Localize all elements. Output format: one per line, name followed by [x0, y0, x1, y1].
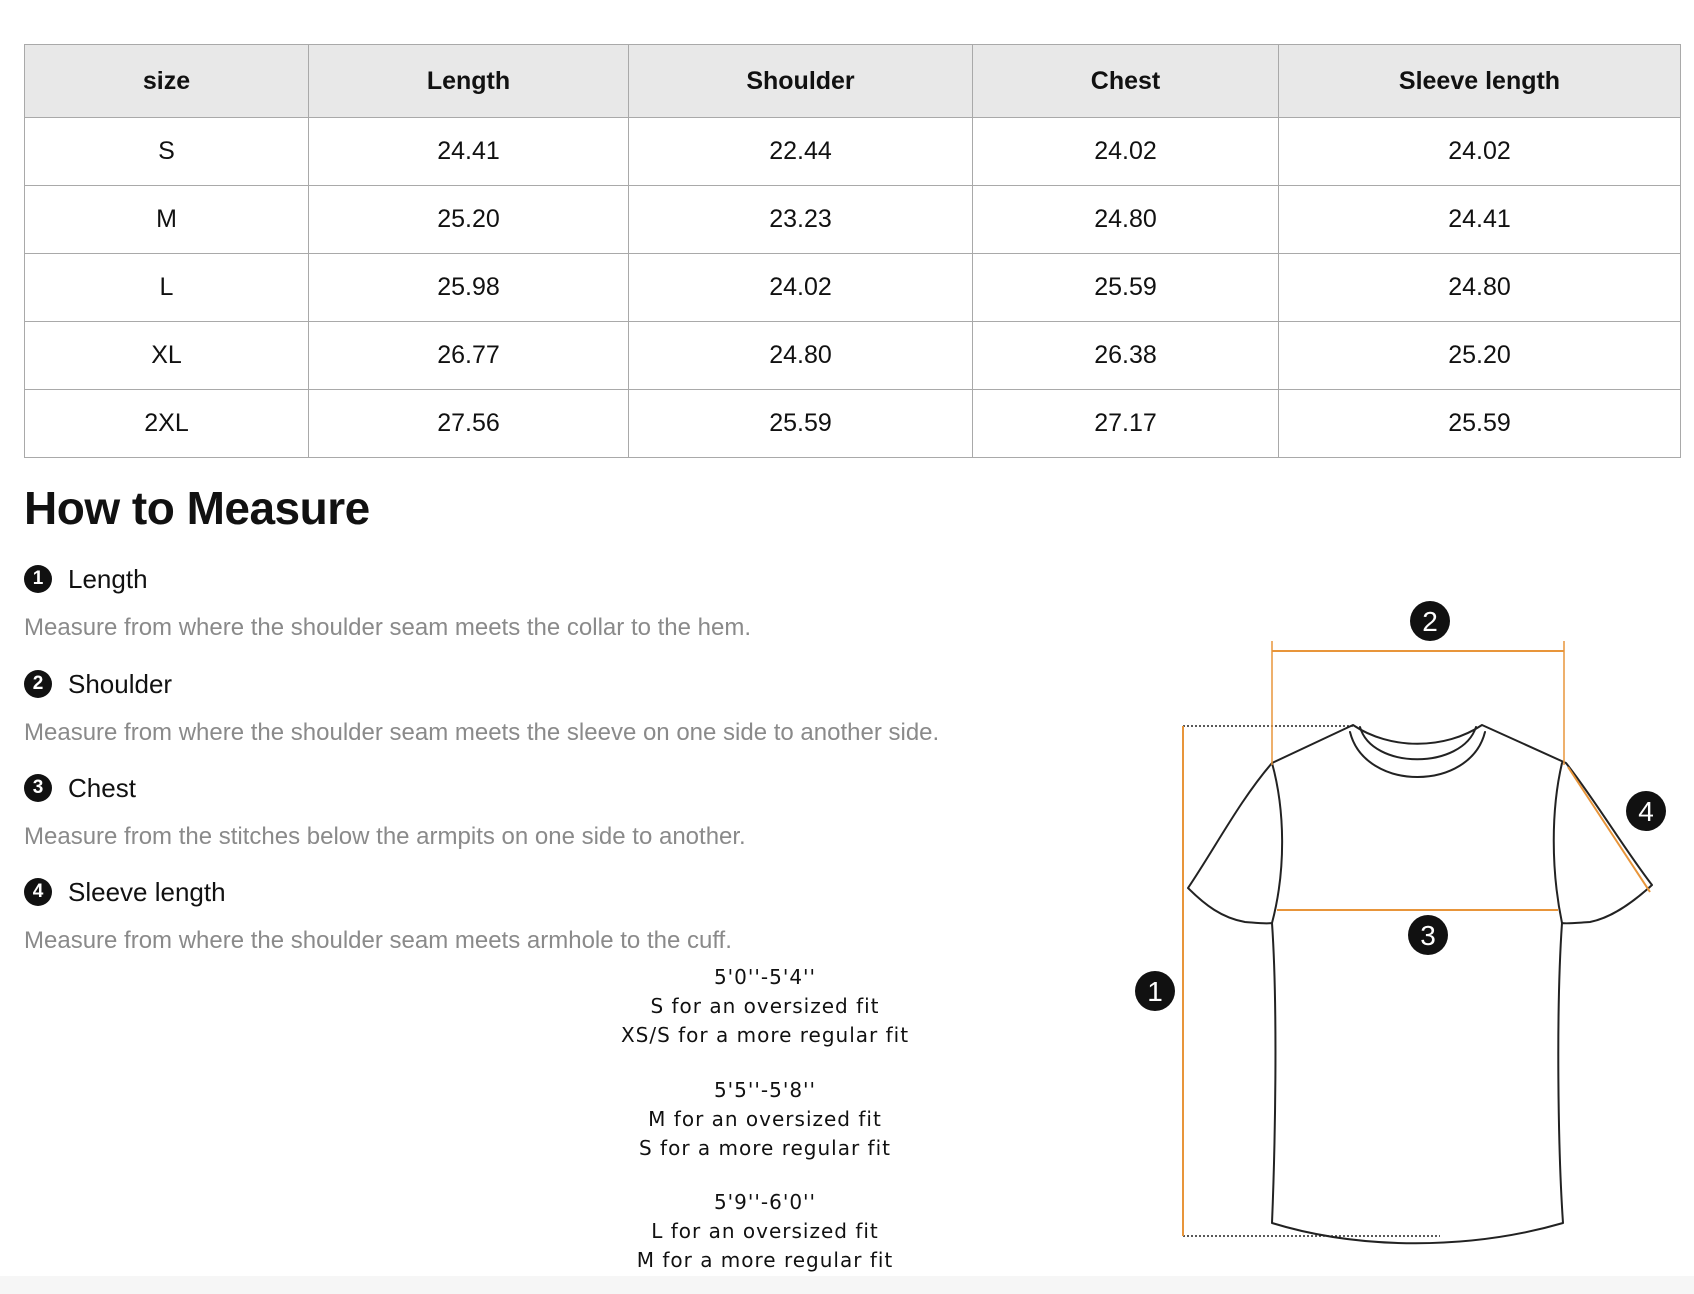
- measure-item-name: Length: [68, 563, 148, 594]
- header-length: Length: [309, 45, 629, 118]
- regular-fit-note: M for a more regular fit: [636, 1248, 894, 1272]
- cell-shoulder: 24.02: [629, 254, 973, 322]
- table-row: [25, 186, 1681, 254]
- cell-length: 25.20: [309, 186, 629, 254]
- height-range: 5'0''-5'4'': [713, 965, 817, 989]
- measure-item-description: Measure from where the shoulder seam meets the sleeve on one side to another side.: [24, 719, 940, 746]
- size-chart-table: [24, 44, 1681, 458]
- cell-length: 26.77: [309, 322, 629, 390]
- height-guide-block: [540, 963, 990, 1050]
- cell-chest: 24.80: [973, 186, 1279, 254]
- how-to-measure-title: How to Measure: [24, 482, 370, 534]
- sleeve-measure-line: [1568, 767, 1650, 892]
- cell-sleeve-length: 25.20: [1279, 322, 1681, 390]
- cell-size: XL: [25, 322, 309, 390]
- marker-3-label: 3: [1420, 920, 1436, 951]
- regular-fit-note: S for a more regular fit: [639, 1136, 891, 1160]
- measure-item-name: Chest: [68, 772, 136, 803]
- marker-1-label: 1: [1147, 976, 1163, 1007]
- cell-chest: 26.38: [973, 322, 1279, 390]
- marker-2-label: 2: [1422, 606, 1438, 637]
- height-guide-block: [540, 1076, 990, 1163]
- cell-size: L: [25, 254, 309, 322]
- number-3-icon: 3: [24, 774, 52, 802]
- measure-item-length: [24, 562, 752, 641]
- cell-shoulder: 22.44: [629, 118, 973, 186]
- measure-item-name: Sleeve length: [68, 876, 226, 907]
- length-measure-line: [1183, 726, 1440, 1236]
- marker-4-label: 4: [1638, 796, 1654, 827]
- table-row: [25, 322, 1681, 390]
- table-row: [25, 390, 1681, 458]
- marker-2-icon: [1410, 601, 1450, 641]
- measure-item-chest: [24, 771, 746, 850]
- header-sleeve-length: Sleeve length: [1279, 45, 1681, 118]
- cell-length: 24.41: [309, 118, 629, 186]
- shoulder-measure-line: [1272, 641, 1564, 765]
- table-row: [25, 118, 1681, 186]
- cell-chest: 25.59: [973, 254, 1279, 322]
- cell-sleeve-length: 25.59: [1279, 390, 1681, 458]
- tshirt-measurement-diagram: [1120, 590, 1680, 1250]
- measure-item-shoulder: [24, 667, 940, 746]
- table-row: [25, 254, 1681, 322]
- height-guide-block: [540, 1188, 990, 1275]
- measure-item-description: Measure from where the shoulder seam meets armhole to the cuff.: [24, 927, 732, 954]
- marker-1-icon: [1135, 971, 1175, 1011]
- cell-size: 2XL: [25, 390, 309, 458]
- cell-sleeve-length: 24.02: [1279, 118, 1681, 186]
- cell-shoulder: 25.59: [629, 390, 973, 458]
- header-size: size: [25, 45, 309, 118]
- cell-size: M: [25, 186, 309, 254]
- cell-chest: 27.17: [973, 390, 1279, 458]
- measure-item-sleeve-length: [24, 875, 732, 954]
- cell-shoulder: 24.80: [629, 322, 973, 390]
- measure-item-description: Measure from the stitches below the armpits on one side to another.: [24, 823, 746, 850]
- header-chest: Chest: [973, 45, 1279, 118]
- header-shoulder: Shoulder: [629, 45, 973, 118]
- cell-shoulder: 23.23: [629, 186, 973, 254]
- oversized-fit-note: M for an oversized fit: [648, 1107, 882, 1131]
- oversized-fit-note: L for an oversized fit: [651, 1219, 879, 1243]
- marker-4-icon: [1626, 791, 1666, 831]
- marker-3-icon: [1408, 915, 1448, 955]
- cell-length: 27.56: [309, 390, 629, 458]
- cell-sleeve-length: 24.80: [1279, 254, 1681, 322]
- measure-item-description: Measure from where the shoulder seam meets the collar to the hem.: [24, 614, 752, 641]
- cell-size: S: [25, 118, 309, 186]
- bottom-strip: [0, 1276, 1694, 1294]
- height-range: 5'9''-6'0'': [713, 1190, 817, 1214]
- height-range: 5'5''-5'8'': [713, 1078, 817, 1102]
- table-header-row: [25, 45, 1681, 118]
- cell-chest: 24.02: [973, 118, 1279, 186]
- regular-fit-note: XS/S for a more regular fit: [620, 1023, 910, 1047]
- cell-length: 25.98: [309, 254, 629, 322]
- number-2-icon: 2: [24, 670, 52, 698]
- oversized-fit-note: S for an oversized fit: [650, 994, 880, 1018]
- number-1-icon: 1: [24, 565, 52, 593]
- number-4-icon: 4: [24, 878, 52, 906]
- tshirt-outline: [1188, 725, 1652, 1243]
- measure-item-name: Shoulder: [68, 668, 173, 699]
- cell-sleeve-length: 24.41: [1279, 186, 1681, 254]
